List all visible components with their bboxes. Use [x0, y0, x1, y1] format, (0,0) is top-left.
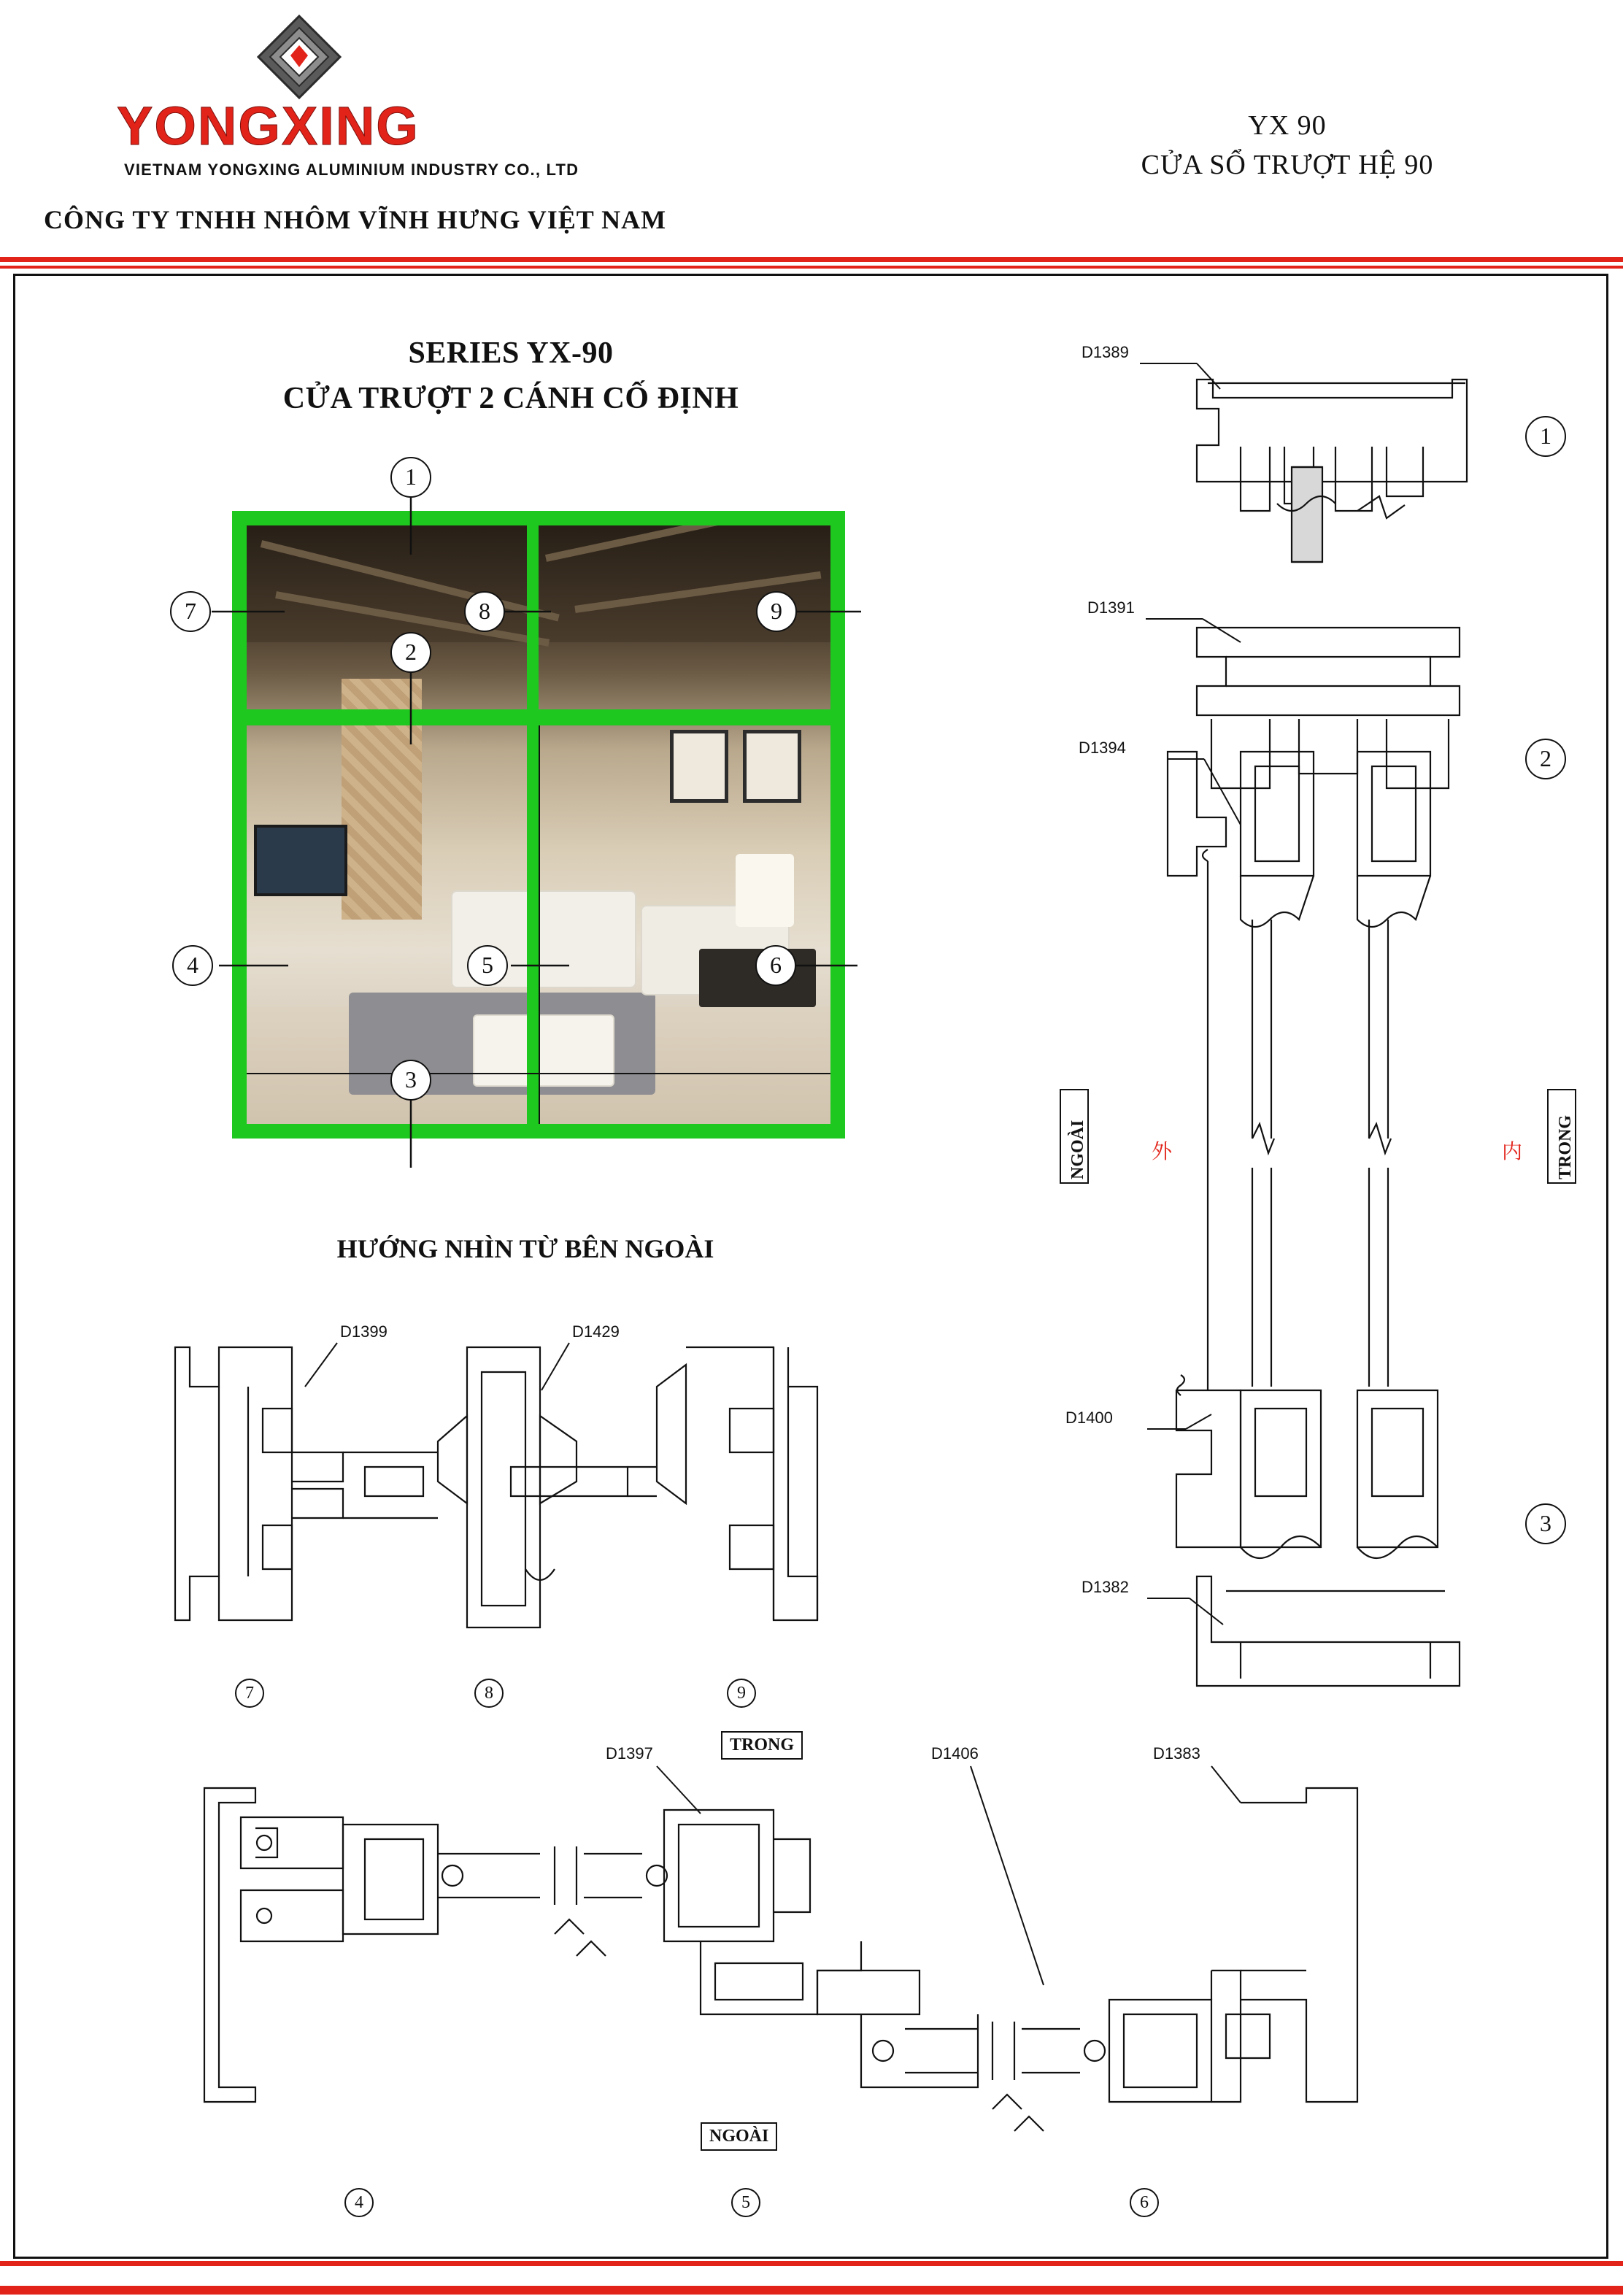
series-title-line2: CỬA TRƯỢT 2 CÁNH CỐ ĐỊNH — [282, 382, 739, 415]
orientation-outside-label: NGOÀI — [1060, 1089, 1089, 1184]
callout-9[interactable]: 9 — [756, 591, 797, 632]
code-d1391: D1391 — [1087, 598, 1135, 617]
callout-1[interactable]: 1 — [390, 457, 431, 498]
footer-divider-bottom — [0, 2286, 1623, 2295]
section-marker-7[interactable]: 7 — [235, 1679, 264, 1708]
section-marker-5[interactable]: 5 — [731, 2188, 760, 2217]
callout-4[interactable]: 4 — [172, 945, 213, 986]
series-title-line1: SERIES YX-90 — [408, 336, 614, 370]
code-d1389: D1389 — [1082, 343, 1129, 361]
model-code: YX 90 — [1248, 110, 1327, 141]
logo-wordmark: YONGXING — [117, 96, 420, 156]
code-d1397: D1397 — [606, 1744, 653, 1763]
company-name-vn: CÔNG TY TNHH NHÔM VĨNH HƯNG VIỆT NAM — [44, 205, 667, 234]
footer-divider-top — [0, 2261, 1623, 2266]
outside-label-box: NGOÀI — [701, 2122, 777, 2151]
code-d1400: D1400 — [1065, 1409, 1113, 1427]
callout-5[interactable]: 5 — [467, 945, 508, 986]
orientation-outside-cn: 外 — [1152, 1141, 1173, 1163]
code-d1394: D1394 — [1079, 739, 1126, 757]
code-d1382: D1382 — [1082, 1578, 1129, 1596]
callout-8[interactable]: 8 — [464, 591, 505, 632]
section-marker-6[interactable]: 6 — [1130, 2188, 1159, 2217]
model-name: CỬA SỔ TRƯỢT HỆ 90 — [1141, 150, 1434, 180]
logo-subtitle: VIETNAM YONGXING ALUMINIUM INDUSTRY CO., LTD — [124, 161, 579, 179]
code-d1399: D1399 — [340, 1322, 388, 1341]
section-marker-2[interactable]: 2 — [1525, 739, 1566, 779]
callout-6[interactable]: 6 — [755, 945, 796, 986]
section-marker-8[interactable]: 8 — [474, 1679, 504, 1708]
code-d1429: D1429 — [572, 1322, 620, 1341]
section-marker-9[interactable]: 9 — [727, 1679, 756, 1708]
inside-label-box: TRONG — [721, 1731, 803, 1760]
section-marker-3[interactable]: 3 — [1525, 1503, 1566, 1544]
code-d1406: D1406 — [931, 1744, 979, 1763]
callout-2[interactable]: 2 — [390, 632, 431, 673]
callout-7[interactable]: 7 — [170, 591, 211, 632]
orientation-inside-cn: 内 — [1502, 1141, 1523, 1163]
callout-3[interactable]: 3 — [390, 1060, 431, 1101]
section-marker-1[interactable]: 1 — [1525, 416, 1566, 457]
code-d1383: D1383 — [1153, 1744, 1200, 1763]
elevation-caption: HƯỚNG NHÌN TỪ BÊN NGOÀI — [336, 1234, 714, 1263]
orientation-inside-label: TRONG — [1547, 1089, 1576, 1184]
section-marker-4[interactable]: 4 — [344, 2188, 374, 2217]
